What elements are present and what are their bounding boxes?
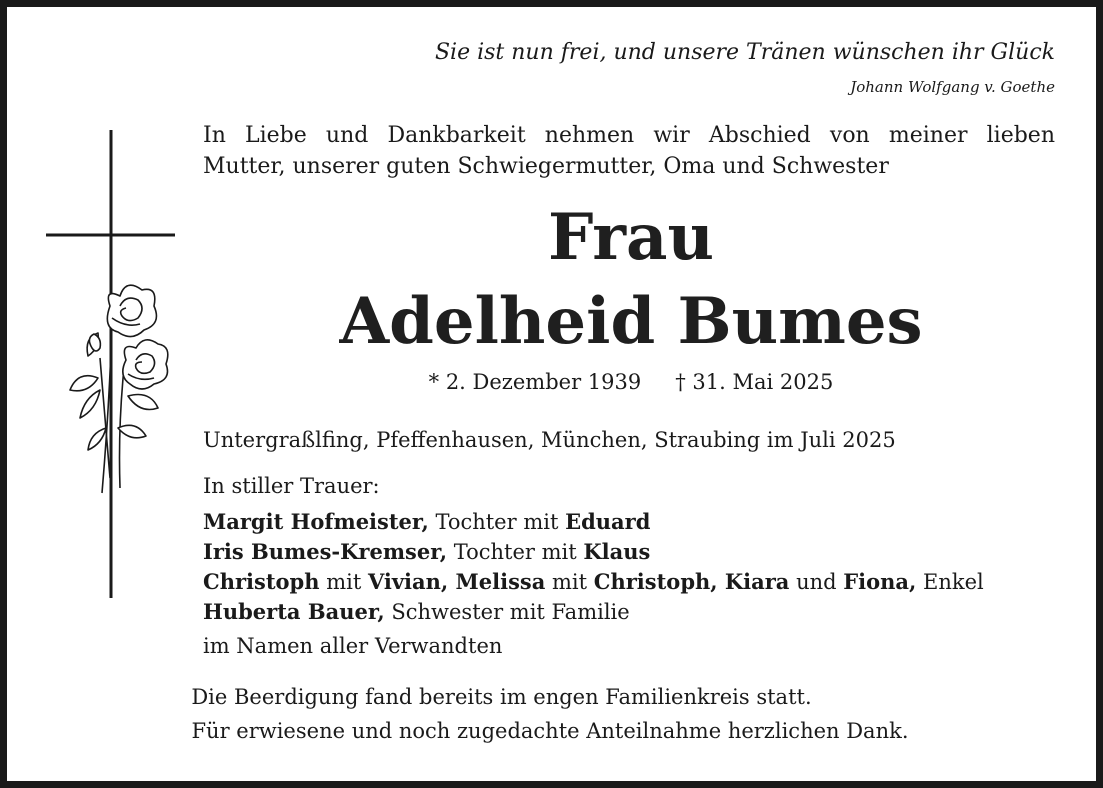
mourner-name: Huberta Bauer, bbox=[203, 599, 385, 624]
mourner-name: Margit Hofmeister, bbox=[203, 509, 429, 534]
intro-line-1: In Liebe und Dankbarkeit nehmen wir Abschied von meiner lieben bbox=[203, 123, 1055, 148]
closing-line-1: Die Beerdigung fand bereits im engen Familienkreis statt. bbox=[191, 685, 812, 709]
life-dates bbox=[205, 370, 1057, 394]
relatives-note: im Namen aller Verwandten bbox=[203, 634, 503, 658]
quote-text: Sie ist nun frei, und unsere Tränen wünschen ihr Glück bbox=[434, 40, 1055, 65]
deceased-salutation: Frau bbox=[547, 200, 715, 275]
mourners-list bbox=[203, 507, 984, 627]
mourner-name: Christoph bbox=[203, 569, 320, 594]
mourner-relation: Tochter mit bbox=[447, 540, 584, 564]
closing-line-2: Für erwiesene und noch zugedachte Anteilnahme herzlichen Dank. bbox=[191, 719, 909, 743]
cross-icon bbox=[40, 128, 180, 603]
mourner-connector: mit bbox=[545, 570, 594, 594]
mourner-name: Fiona, bbox=[843, 569, 917, 594]
mourning-heading: In stiller Trauer: bbox=[203, 474, 380, 498]
mourner-relation: Schwester mit Familie bbox=[384, 600, 630, 624]
deceased-name: Adelheid Bumes bbox=[339, 284, 923, 359]
mourner-name: Vivian, Melissa bbox=[367, 569, 546, 594]
mourner-row bbox=[203, 567, 984, 597]
intro-text bbox=[203, 120, 1055, 182]
mourner-partner: Eduard bbox=[565, 509, 651, 534]
mourner-row bbox=[203, 507, 984, 537]
mourner-relation: Tochter mit bbox=[428, 510, 566, 534]
birth-date: * 2. Dezember 1939 bbox=[428, 370, 642, 394]
place-and-date: Untergraßlfing, Pfeffenhausen, München, Straubing im Juli 2025 bbox=[203, 428, 896, 452]
mourner-relation: Enkel bbox=[916, 570, 984, 594]
quote-author: Johann Wolfgang v. Goethe bbox=[850, 78, 1055, 96]
mourner-row bbox=[203, 537, 984, 567]
mourner-name: Iris Bumes-Kremser, bbox=[203, 539, 448, 564]
mourner-name: Christoph, Kiara bbox=[593, 569, 790, 594]
mourner-partner: Klaus bbox=[583, 539, 651, 564]
death-date: † 31. Mai 2025 bbox=[675, 370, 834, 394]
closing-text bbox=[0, 680, 1103, 748]
intro-line-2: Mutter, unserer guten Schwiegermutter, Oma und Schwester bbox=[203, 154, 889, 179]
mourner-row bbox=[203, 597, 984, 627]
mourner-connector: mit bbox=[319, 570, 368, 594]
roses-icon bbox=[70, 285, 168, 493]
mourner-connector: und bbox=[789, 570, 844, 594]
